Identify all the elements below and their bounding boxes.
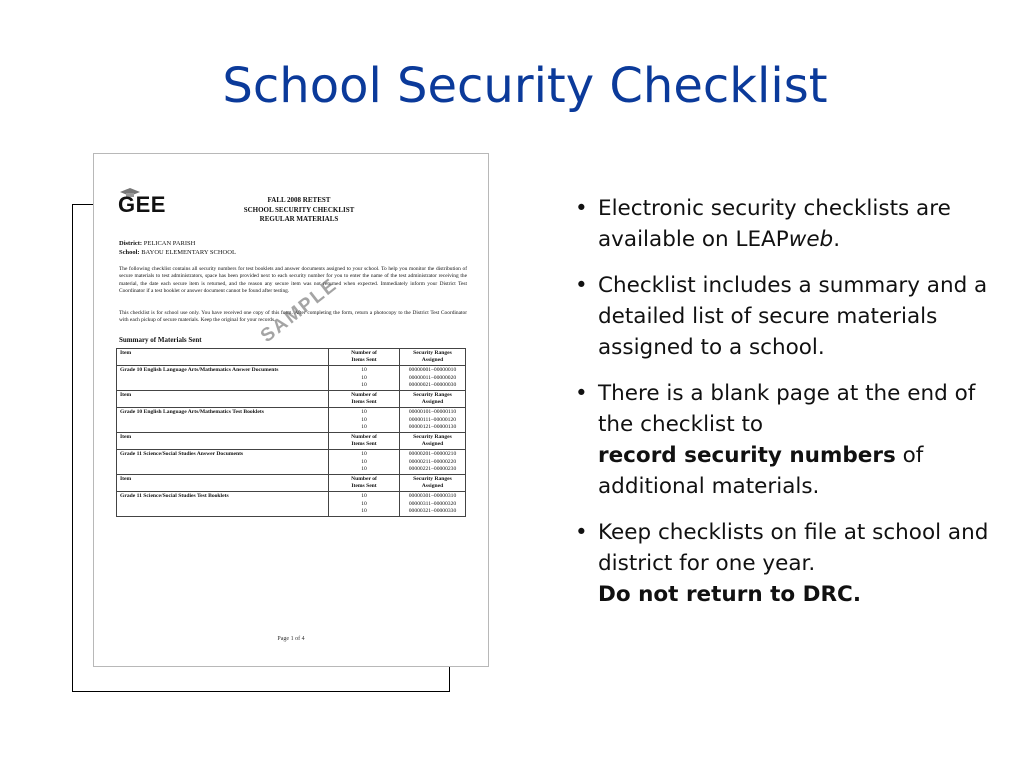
count-cell (329, 408, 400, 433)
item-cell: Grade 10 English Language Arts/Mathematics Test Booklets (117, 408, 329, 433)
slide-title: School Security Checklist (222, 58, 828, 114)
district-label: District: (119, 240, 143, 247)
count-value: 10 (361, 409, 367, 416)
table-header-row (117, 391, 466, 408)
bullet-text: Keep checklists on file at school and district for one year. (598, 520, 989, 576)
header-number-text: Number of (351, 476, 377, 483)
summary-table (116, 348, 466, 517)
table-header-row (117, 475, 466, 492)
table-row (117, 366, 466, 391)
bullet-item (575, 378, 1005, 502)
range-value: 00000221–00000230 (408, 465, 457, 472)
bullet-glyph: • (575, 196, 588, 221)
range-value: 00000101–00000110 (408, 409, 457, 416)
header-number-cell (329, 349, 400, 366)
instructions-paragraph: The following checklist contains all security numbers for test booklets and answer documents assigned to your school. To help you monitor the distribution of secure materials to test administrators, space has been provided next to each security number for you to enter the name of the test administrator receiving the material, the date each secure item is returned, and the reason any secure item was not returned when expected. Immediately inform your District Test Coordinator if a test booklet or answer document cannot be found after testing. (119, 266, 467, 295)
range-value: 00000111–00000120 (408, 416, 457, 423)
header-number-text: Items Sent (351, 399, 377, 406)
district-value: PELICAN PARISH (143, 240, 196, 247)
range-value: 00000211–00000220 (408, 458, 457, 465)
range-value: 00000301–00000310 (408, 493, 457, 500)
count-value: 10 (361, 507, 367, 514)
school-line (119, 249, 236, 256)
header-range-text: Security Ranges (413, 434, 452, 441)
item-cell: Grade 11 Science/Social Studies Test Booklets (117, 492, 329, 517)
item-cell: Grade 11 Science/Social Studies Answer Documents (117, 450, 329, 475)
header-range-text: Security Ranges (413, 350, 452, 356)
count-value: 10 (361, 423, 367, 430)
table-header-row (117, 433, 466, 450)
range-value: 00000021–00000030 (408, 381, 457, 388)
range-cell (400, 492, 466, 517)
count-value: 10 (361, 416, 367, 423)
range-cell (400, 408, 466, 433)
header-number-cell (329, 433, 400, 450)
header-range-cell (400, 433, 466, 450)
count-cell (329, 366, 400, 391)
range-value: 00000011–00000020 (408, 374, 457, 381)
gee-logo: GEE (118, 192, 166, 217)
count-value: 10 (361, 374, 367, 381)
district-line (119, 240, 195, 247)
count-value: 10 (361, 465, 367, 472)
range-value: 00000321–00000330 (408, 507, 457, 514)
header-range-cell (400, 475, 466, 492)
header-range-cell (400, 349, 466, 366)
count-value: 10 (361, 451, 367, 458)
summary-heading: Summary of Materials Sent (119, 336, 202, 344)
usage-paragraph: This checklist is for school use only. You have received one copy of this form. After completing the form, return a photocopy to the District Test Coordinator with each pickup of secure materials. Keep the original for your records. (119, 310, 467, 324)
heading-line: FALL 2008 RETEST (267, 196, 331, 204)
heading-line: SCHOOL SECURITY CHECKLIST (243, 205, 355, 214)
bullet-text: of additional materials. (598, 443, 924, 499)
count-value: 10 (361, 381, 367, 388)
header-item-cell: Item (117, 349, 329, 366)
table-header-row (117, 349, 466, 366)
header-item-cell: Item (117, 391, 329, 408)
table-row (117, 450, 466, 475)
bullet-glyph: • (575, 520, 588, 545)
bullet-glyph: • (575, 381, 588, 406)
header-number-text: Number of (351, 350, 377, 356)
bullet-glyph: • (575, 273, 588, 298)
header-number-text: Items Sent (351, 483, 377, 490)
bullet-list (575, 193, 1005, 625)
bullet-item (575, 193, 1005, 255)
school-value: BAYOU ELEMENTARY SCHOOL (141, 249, 236, 256)
count-cell (329, 492, 400, 517)
heading-line: REGULAR MATERIALS (259, 215, 339, 223)
school-label: School: (119, 249, 140, 256)
bullet-text: Electronic security checklists are available on LEAP (598, 196, 951, 252)
bullet-text: There is a blank page at the end of the checklist to (598, 381, 976, 437)
bullet-bold-text: record security numbers (598, 443, 896, 468)
table-row (117, 408, 466, 433)
count-value: 10 (361, 500, 367, 507)
document-heading (214, 196, 384, 225)
header-range-text: Assigned (421, 441, 444, 448)
header-range-text: Assigned (421, 357, 444, 364)
bullet-text: . (833, 227, 841, 252)
item-cell: Grade 10 English Language Arts/Mathematics Answer Documents (117, 366, 329, 391)
header-number-text: Number of (351, 392, 377, 399)
range-value: 00000201–00000210 (408, 451, 457, 458)
count-value: 10 (361, 493, 367, 500)
header-item-cell: Item (117, 433, 329, 450)
page-footer: Page 1 of 4 (277, 636, 305, 642)
count-value: 10 (361, 458, 367, 465)
range-cell (400, 450, 466, 475)
range-value: 00000001–00000010 (408, 367, 457, 374)
sample-watermark: SAMPLE (256, 274, 342, 347)
header-item-cell: Item (117, 475, 329, 492)
header-range-cell (400, 391, 466, 408)
range-value: 00000311–00000320 (408, 500, 457, 507)
header-number-text: Items Sent (351, 441, 377, 448)
header-range-text: Security Ranges (413, 476, 452, 483)
bullet-item (575, 270, 1005, 363)
checklist-document-image (93, 153, 489, 667)
header-number-cell (329, 475, 400, 492)
bullet-italic-text: web (788, 227, 834, 252)
count-cell (329, 450, 400, 475)
range-cell (400, 366, 466, 391)
header-number-text: Items Sent (351, 357, 377, 364)
bullet-text: Checklist includes a summary and a detailed list of secure materials assigned to a school. (598, 273, 988, 360)
bullet-item (575, 517, 1005, 610)
header-range-text: Security Ranges (413, 392, 452, 399)
header-number-cell (329, 391, 400, 408)
range-value: 00000121–00000130 (408, 423, 457, 430)
bullet-bold-text: Do not return to DRC. (598, 582, 861, 607)
header-range-text: Assigned (421, 399, 444, 406)
table-row (117, 492, 466, 517)
count-value: 10 (361, 367, 367, 374)
header-range-text: Assigned (421, 483, 444, 490)
header-number-text: Number of (351, 434, 377, 441)
